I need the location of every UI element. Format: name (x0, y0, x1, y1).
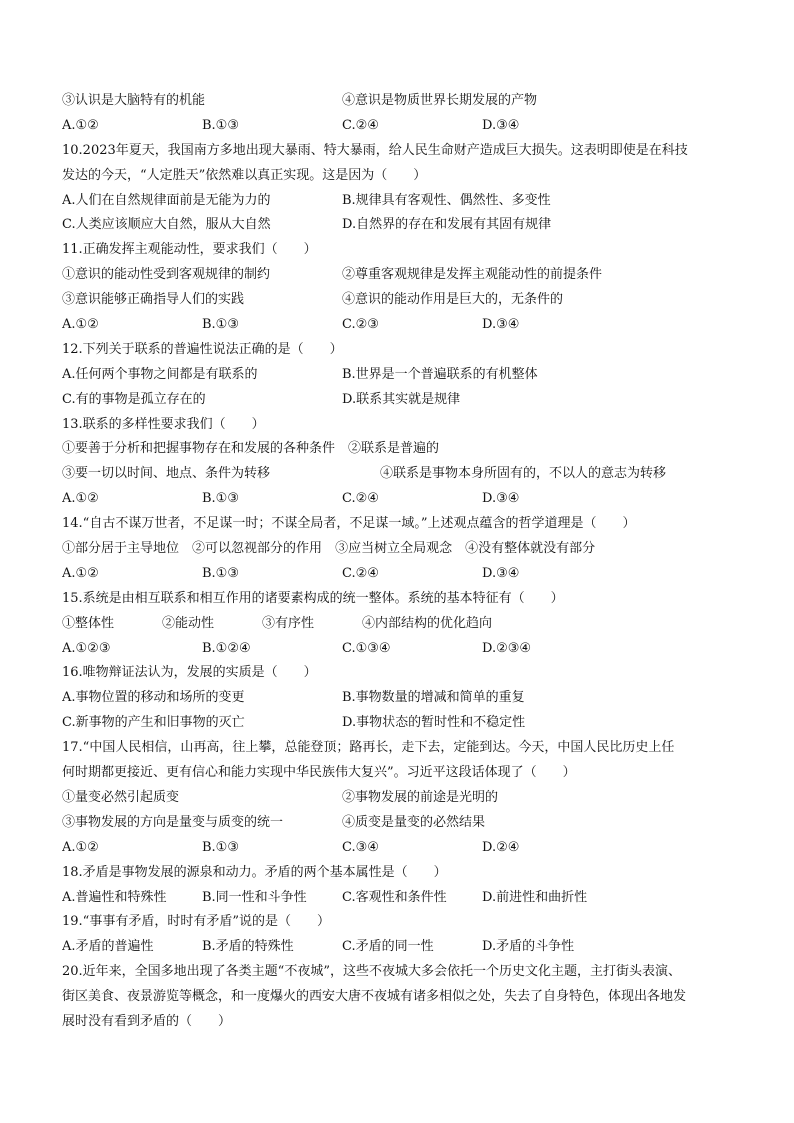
question-list (62, 89, 742, 1035)
q14-option-2: ②可以忽视部分的作用 (192, 541, 323, 557)
q14-choice-b: B.①③ (202, 565, 239, 581)
q17-choices (62, 836, 742, 861)
q16-choice-d: D.事物状态的暂时性和不稳定性 (342, 715, 526, 731)
q14-options (62, 537, 742, 562)
q13-choices (62, 487, 742, 512)
q15-stem: 15.系统是由相互联系和相互作用的诸要素构成的统一整体。系统的基本特征有（ ） (62, 590, 564, 606)
q16-stem: 16.唯物辩证法认为，发展的实质是（ ） (62, 665, 317, 681)
q11-options-34 (62, 288, 742, 313)
q13-choice-a: A.①② (62, 491, 99, 507)
q15-options (62, 612, 742, 637)
q10-choices-cd (62, 213, 742, 238)
q9-option-4: ④意识是物质世界长期发展的产物 (342, 93, 538, 108)
q15-option-3: ③有序性 (262, 615, 315, 631)
q16-choices-ab (62, 686, 742, 711)
q12-choice-b: B.世界是一个普遍联系的有机整体 (342, 366, 538, 382)
q17-choice-c: C.③④ (342, 839, 379, 855)
q17-options-12 (62, 786, 742, 811)
q17-options-34 (62, 811, 742, 836)
q16-choices-cd (62, 711, 742, 736)
q17-option-3: ③事物发展的方向是量变与质变的统一 (62, 814, 284, 830)
q18-stem: 18.矛盾是事物发展的源泉和动力。矛盾的两个基本属性是（ ） (62, 864, 447, 880)
q19-choice-a: A.矛盾的普遍性 (62, 939, 154, 955)
q14-choice-c: C.②④ (342, 565, 379, 581)
q9-choice-b: B.①③ (202, 117, 239, 133)
q9-option-3: ③认识是大脑特有的机能 (62, 93, 206, 108)
q13-option-1: ①要善于分析和把握事物存在和发展的各种条件 (62, 441, 336, 457)
q17-option-4: ④质变是量变的必然结果 (342, 814, 486, 830)
q14-choice-d: D.③④ (482, 565, 520, 581)
q17-choice-b: B.①③ (202, 839, 239, 855)
q14-option-4: ④没有整体就没有部分 (465, 541, 596, 557)
q11-choice-b: B.①③ (202, 317, 239, 333)
q19-choice-d: D.矛盾的斗争性 (482, 939, 575, 955)
q20-stem-line2: 街区美食、夜景游览等概念，和一度爆火的西安大唐不夜城有诸多相似之处，失去了自身特色，体现出各地发 (62, 989, 687, 1005)
q13-choice-d: D.③④ (482, 491, 520, 507)
q10-choices-ab (62, 189, 742, 214)
q10-stem-line2: 发达的今天，“人定胜天”依然难以真正实现。这是因为（ ） (62, 167, 427, 183)
q17-option-2: ②事物发展的前途是光明的 (342, 789, 499, 805)
q15-option-1: ①整体性 (62, 615, 115, 631)
q15-choice-b: B.①②④ (202, 640, 251, 656)
q17-stem-line2: 何时期都更接近、更有信心和能力实现中华民族伟大复兴”。习近平这段话体现了（ ） (62, 765, 576, 781)
q16-choice-b: B.事物数量的增减和简单的重复 (342, 690, 525, 706)
q17-choice-a: A.①② (62, 839, 99, 855)
q10-stem-line1: 10.2023年夏天，我国南方多地出现大暴雨、特大暴雨，给人民生命财产造成巨大损失。这表明即使是在科技 (62, 142, 688, 158)
q18-choice-b: B.同一性和斗争性 (202, 889, 307, 905)
q18-choices (62, 886, 742, 911)
q11-option-3: ③意识能够正确指导人们的实践 (62, 292, 245, 308)
q10-choice-d: D.自然界的存在和发展有其固有规律 (342, 217, 552, 233)
q19-stem: 19.“事事有矛盾，时时有矛盾”说的是（ ） (62, 914, 330, 930)
q11-choices (62, 313, 742, 338)
q12-stem: 12.下列关于联系的普遍性说法正确的是（ ） (62, 341, 343, 357)
q16-choice-c: C.新事物的产生和旧事物的灭亡 (62, 715, 245, 731)
q14-option-3: ③应当树立全局观念 (335, 541, 453, 557)
q20-stem-line1: 20.近年来，全国多地出现了各类主题“不夜城”，这些不夜城大多会依托一个历史文化主题，主打街头表演、 (62, 964, 681, 980)
q13-option-2: ②联系是普遍的 (348, 441, 440, 457)
q15-option-2: ②能动性 (162, 615, 215, 631)
q13-option-3: ③要一切以时间、地点、条件为转移 (62, 466, 271, 482)
q11-option-1: ①意识的能动性受到客观规律的制约 (62, 267, 271, 283)
q19-choice-c: C.矛盾的同一性 (342, 939, 434, 955)
q13-choice-b: B.①③ (202, 491, 239, 507)
q14-option-1: ①部分居于主导地位 (62, 541, 180, 557)
q11-choice-c: C.②③ (342, 317, 379, 333)
q18-choice-d: D.前进性和曲折性 (482, 889, 588, 905)
q13-options-12 (62, 437, 742, 462)
q14-choices (62, 562, 742, 587)
q15-choice-a: A.①②③ (62, 640, 111, 656)
q12-choices-ab (62, 363, 742, 388)
q9-choice-d: D.③④ (482, 117, 520, 133)
q9-options-row (62, 89, 742, 114)
q15-option-4: ④内部结构的优化趋向 (362, 615, 493, 631)
q13-choice-c: C.②④ (342, 491, 379, 507)
q19-choice-b: B.矛盾的特殊性 (202, 939, 294, 955)
q19-choices (62, 935, 742, 960)
q13-options-34 (62, 462, 742, 487)
q9-choice-a: A.①② (62, 117, 99, 133)
q11-option-2: ②尊重客观规律是发挥主观能动性的前提条件 (342, 267, 603, 283)
q11-choice-a: A.①② (62, 317, 99, 333)
q20-stem-line3: 展时没有看到矛盾的（ ） (62, 1013, 232, 1029)
q12-choice-d: D.联系其实就是规律 (342, 391, 461, 407)
q14-choice-a: A.①② (62, 565, 99, 581)
q9-choices (62, 114, 742, 139)
q17-stem-line1: 17.“中国人民相信，山再高，往上攀，总能登顶；路再长，走下去，定能到达。今天，中国人民比历史上任 (62, 740, 675, 756)
q11-options-12 (62, 263, 742, 288)
q13-option-4: ④联系是事物本身所固有的，不以人的意志为转移 (380, 466, 667, 482)
q9-choice-c: C.②④ (342, 117, 379, 133)
q15-choice-d: D.②③④ (482, 640, 532, 656)
q17-choice-d: D.②④ (482, 839, 520, 855)
q17-option-1: ①量变必然引起质变 (62, 789, 180, 805)
q10-choice-c: C.人类应该顺应大自然，服从大自然 (62, 217, 271, 233)
q15-choice-c: C.①③④ (342, 640, 391, 656)
q10-choice-a: A.人们在自然规律面前是无能为力的 (62, 192, 271, 208)
q12-choice-a: A.任何两个事物之间都是有联系的 (62, 366, 258, 382)
q11-stem: 11.正确发挥主观能动性，要求我们（ ） (62, 242, 317, 258)
q12-choices-cd (62, 388, 742, 413)
q14-stem: 14.“自古不谋万世者，不足谋一时；不谋全局者，不足谋一域。”上述观点蕴含的哲学道理是（ ） (62, 516, 636, 532)
q18-choice-a: A.普遍性和特殊性 (62, 889, 167, 905)
q11-option-4: ④意识的能动作用是巨大的，无条件的 (342, 292, 564, 308)
q12-choice-c: C.有的事物是孤立存在的 (62, 391, 206, 407)
q10-choice-b: B.规律具有客观性、偶然性、多变性 (342, 192, 551, 208)
q13-stem: 13.联系的多样性要求我们（ ） (62, 416, 265, 432)
q11-choice-d: D.③④ (482, 317, 520, 333)
q18-choice-c: C.客观性和条件性 (342, 889, 447, 905)
q15-choices (62, 637, 742, 662)
q16-choice-a: A.事物位置的移动和场所的变更 (62, 690, 245, 706)
